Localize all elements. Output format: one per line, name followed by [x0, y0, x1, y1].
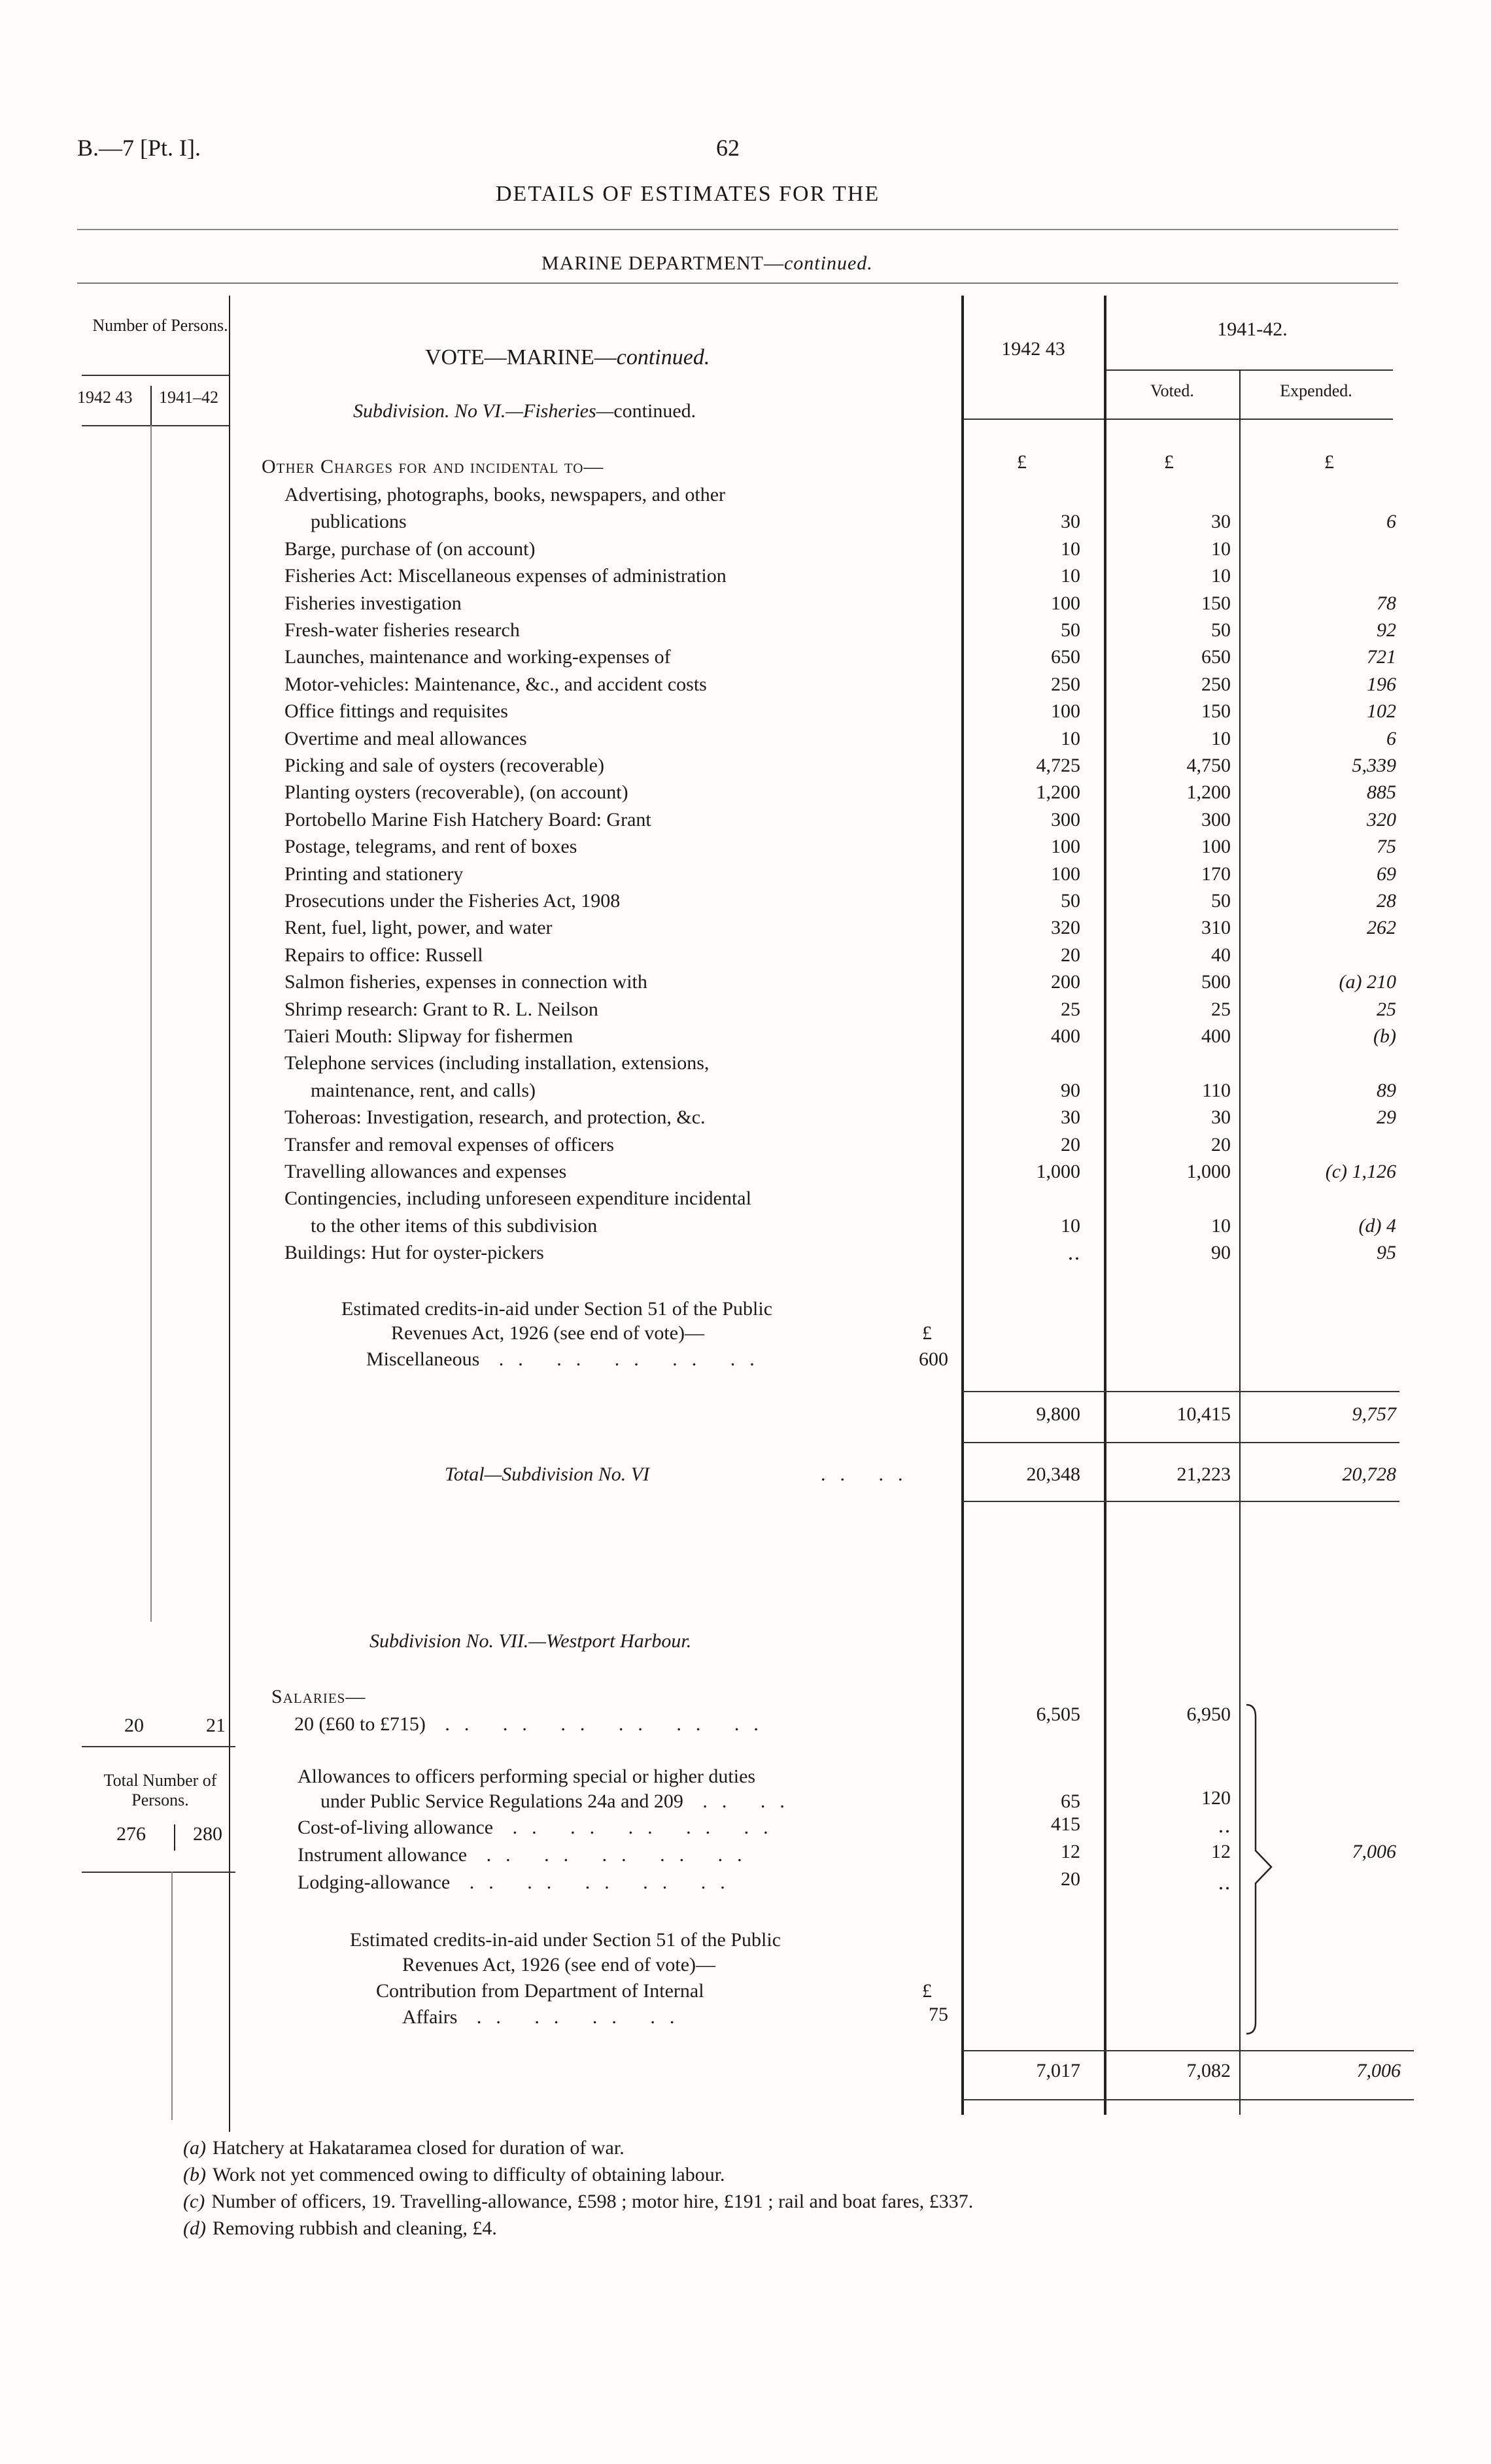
total-bottom-rule	[963, 1501, 1399, 1502]
other-charges-label: Other Charges for and incidental to—	[262, 456, 604, 477]
charge-voted-1941: 10	[1211, 1214, 1231, 1237]
persons-lower-divider	[171, 1872, 173, 2120]
subtotal-1942: 9,800	[1036, 1403, 1080, 1425]
salaries-line-label: 20 (£60 to £715)	[294, 1713, 426, 1735]
charge-voted-1941: 150	[1201, 592, 1231, 614]
footnote-text: Number of officers, 19. Travelling-allowance, £598 ; motor hire, £191 ; rail and boat fares, £337.	[211, 2191, 974, 2212]
charge-estimate-1942: 10	[1061, 1214, 1080, 1237]
persons-year-1942: 1942 43	[77, 388, 133, 407]
charge-expended-1941: 69	[1377, 863, 1396, 885]
charge-expended-1941: 885	[1367, 781, 1396, 804]
charge-voted-1941: 650	[1201, 646, 1231, 668]
instrument-1942: 12	[1061, 1841, 1080, 1862]
allowances-line2: under Public Service Regulations 24a and 209 .. ..	[320, 1790, 799, 1812]
charge-estimate-1942: 100	[1051, 836, 1080, 858]
footnote-mark: (b)	[183, 2164, 206, 2185]
charge-estimate-1942: 50	[1061, 619, 1080, 641]
vote-title-text: VOTE—MARINE—	[425, 345, 617, 369]
charge-label: Portobello Marine Fish Hatchery Board: Grant	[284, 808, 651, 830]
subtotal-top-rule	[963, 1391, 1399, 1392]
charge-estimate-1942: 90	[1061, 1079, 1080, 1101]
charge-estimate-1942: 1,200	[1036, 781, 1080, 804]
salaries-persons-1942: 20	[124, 1715, 144, 1736]
instrument-voted: 12	[1211, 1841, 1231, 1862]
vii-subtotal-1942: 7,017	[1036, 2060, 1080, 2081]
page-number: 62	[716, 135, 740, 161]
charge-expended-1941: 721	[1367, 646, 1396, 668]
subtotal-expended: 9,757	[1352, 1403, 1396, 1425]
charge-expended-1941: 102	[1367, 700, 1396, 723]
column-1942-43: 1942 43	[1001, 338, 1065, 360]
brace-path	[1246, 1705, 1271, 2034]
charge-voted-1941: 10	[1211, 565, 1231, 587]
credits-currency: £	[922, 1322, 932, 1344]
vote-title	[425, 345, 710, 370]
vii-subtotal-expended: 7,006	[1356, 2060, 1401, 2081]
charge-label: Salmon fisheries, expenses in connection with	[284, 971, 647, 993]
charge-voted-1941: 25	[1211, 998, 1231, 1020]
currency-expended: £	[1324, 451, 1334, 473]
charge-expended-1941: 196	[1367, 673, 1396, 695]
charge-label: Buildings: Hut for oyster-pickers	[284, 1242, 544, 1264]
salaries-voted: 6,950	[1186, 1703, 1231, 1725]
vii-subtotal-bottom-rule	[963, 2099, 1414, 2100]
charge-estimate-1942: 300	[1051, 808, 1080, 830]
vii-credits-item2-label: Affairs	[402, 2006, 458, 2028]
charge-label: Motor-vehicles: Maintenance, &c., and accident costs	[284, 673, 707, 695]
charge-voted-1941: 50	[1211, 619, 1231, 641]
charge-label: Repairs to office: Russell	[284, 944, 483, 966]
department-name: MARINE DEPARTMENT—	[541, 252, 784, 274]
charge-label: Prosecutions under the Fisheries Act, 1908	[284, 890, 621, 912]
charge-label-continued: maintenance, rent, and calls)	[311, 1079, 536, 1101]
charge-expended-1941: 75	[1377, 836, 1396, 858]
charge-voted-1941: 30	[1211, 1106, 1231, 1129]
charge-label: Taieri Mouth: Slipway for fishermen	[284, 1025, 574, 1047]
charge-voted-1941: 150	[1201, 700, 1231, 723]
footnote-mark: (c)	[183, 2191, 205, 2212]
salaries-line: 20 (£60 to £715) .. .. .. .. .. ..	[294, 1713, 773, 1735]
charge-expended-1941: 28	[1377, 890, 1396, 912]
charge-voted-1941: 500	[1201, 971, 1231, 993]
charge-voted-1941: 30	[1211, 511, 1231, 533]
footnote-text: Hatchery at Hakataramea closed for duration of war.	[212, 2137, 625, 2159]
charge-estimate-1942: 400	[1051, 1025, 1080, 1047]
footnote	[183, 2164, 725, 2186]
charge-voted-1941: 4,750	[1186, 755, 1231, 776]
charge-estimate-1942: 10	[1061, 727, 1080, 749]
department-heading	[541, 252, 873, 275]
vii-credits-amount: 75	[929, 2004, 948, 2025]
charge-label: Shrimp research: Grant to R. L. Neilson	[284, 998, 598, 1020]
charge-estimate-1942: 25	[1061, 998, 1080, 1020]
subdivision-vi-continued: continued.	[613, 400, 696, 422]
column-1941-rule	[1105, 369, 1393, 371]
title-rule	[77, 229, 1398, 230]
salaries-label: Salaries—	[271, 1686, 366, 1707]
charge-label: Planting oysters (recoverable), (on account)	[284, 781, 628, 804]
allowances-line2-label: under Public Service Regulations 24a and 209	[320, 1790, 683, 1812]
footnote-text: Work not yet commenced owing to difficulty of obtaining labour.	[212, 2164, 725, 2185]
lodging-label: Lodging-allowance	[298, 1872, 451, 1893]
charge-voted-1941: 10	[1211, 727, 1231, 749]
cost-of-living-line: Cost-of-living allowance .. .. .. .. ..	[298, 1817, 783, 1838]
charge-estimate-1942: 30	[1061, 511, 1080, 533]
persons-total-bottom-rule	[82, 1872, 235, 1873]
allowances-line1: Allowances to officers performing special or higher duties	[298, 1766, 756, 1787]
total-vi-expended: 20,728	[1342, 1463, 1396, 1485]
credits-miscellaneous-amount: 600	[919, 1348, 948, 1370]
charge-voted-1941: 40	[1211, 944, 1231, 966]
charge-label: Rent, fuel, light, power, and water	[284, 917, 553, 939]
allowances-voted: 120	[1201, 1787, 1231, 1809]
charge-label: Picking and sale of oysters (recoverable)	[284, 755, 604, 776]
charge-expended-1941: 89	[1377, 1079, 1396, 1101]
footnote-text: Removing rubbish and cleaning, £4.	[212, 2217, 497, 2239]
charge-estimate-1942: 4,725	[1036, 755, 1080, 776]
charge-label: Barge, purchase of (on account)	[284, 538, 536, 560]
charge-expended-1941: 320	[1367, 808, 1396, 830]
charge-label: Fresh-water fisheries research	[284, 619, 520, 641]
total-persons-divider	[174, 1824, 175, 1851]
charge-label-continued: publications	[311, 511, 407, 533]
charge-label: Fisheries investigation	[284, 592, 462, 614]
persons-year-rule	[82, 425, 229, 426]
charge-voted-1941: 170	[1201, 863, 1231, 885]
charge-label: Fisheries Act: Miscellaneous expenses of administration	[284, 565, 727, 587]
vii-credits-item2: Affairs .. .. .. ..	[402, 2006, 689, 2028]
persons-total-top-rule	[82, 1746, 235, 1747]
charge-estimate-1942: 250	[1051, 673, 1080, 695]
charge-voted-1941: 1,200	[1186, 781, 1231, 804]
vii-subtotal-voted: 7,082	[1186, 2060, 1231, 2081]
charge-label: Toheroas: Investigation, research, and protection, &c.	[284, 1106, 706, 1129]
charge-voted-1941: 110	[1202, 1079, 1231, 1101]
total-vi-1942: 20,348	[1026, 1463, 1080, 1485]
credits-item-miscellaneous: Miscellaneous .. .. .. .. ..	[366, 1348, 769, 1370]
salaries-group-expended: 7,006	[1352, 1841, 1396, 1862]
persons-right-rule	[229, 296, 230, 2132]
vii-credits-line1: Estimated credits-in-aid under Section 51 of the Public	[350, 1929, 781, 1951]
charge-estimate-1942: 30	[1061, 1106, 1080, 1129]
salaries-1942: 6,505	[1036, 1703, 1080, 1725]
charge-label: Office fittings and requisites	[284, 700, 508, 723]
charge-voted-1941: 90	[1211, 1242, 1231, 1264]
charge-expended-1941: (b)	[1373, 1025, 1396, 1047]
charge-label: Advertising, photographs, books, newspapers, and other	[284, 484, 726, 505]
total-leader-dots: .. ..	[821, 1463, 917, 1485]
charge-label: Transfer and removal expenses of officers	[284, 1133, 615, 1155]
cost-of-living-voted: ‥	[1217, 1815, 1231, 1837]
footnote	[183, 2217, 497, 2240]
subdivision-vi-title: Subdivision. No VI.—Fisheries—	[353, 400, 614, 422]
vote-title-continued: continued.	[616, 345, 710, 369]
charge-estimate-1942: 20	[1061, 1133, 1080, 1155]
lodging-voted: ‥	[1217, 1872, 1231, 1894]
charge-expended-1941: 25	[1377, 998, 1396, 1020]
charge-voted-1941: 250	[1201, 673, 1231, 695]
salaries-persons-1941: 21	[206, 1715, 226, 1736]
persons-year-divider	[150, 386, 152, 425]
charge-expended-1941: (c) 1,126	[1325, 1161, 1396, 1182]
subtotal-bottom-rule	[963, 1442, 1399, 1443]
charge-expended-1941: 92	[1377, 619, 1396, 641]
column-voted: Voted.	[1150, 381, 1194, 400]
charge-estimate-1942: 10	[1061, 538, 1080, 560]
total-number-of-persons-label: Total Number of Persons.	[103, 1771, 217, 1809]
charge-label-continued: to the other items of this subdivision	[311, 1214, 598, 1237]
charge-estimate-1942: 200	[1051, 971, 1080, 993]
department-continued: continued.	[783, 252, 873, 274]
charge-label: Launches, maintenance and working-expenses of	[284, 646, 671, 668]
total-subdivision-vi-label: Total—Subdivision No. VI	[445, 1463, 650, 1485]
column-header-rule	[963, 419, 1393, 420]
instrument-label: Instrument allowance	[298, 1844, 468, 1866]
vii-credits-item1: Contribution from Department of Internal	[376, 1980, 704, 2002]
charge-expended-1941: 6	[1386, 727, 1396, 749]
footnote-mark: (a)	[183, 2137, 206, 2159]
footnote-mark: (d)	[183, 2217, 206, 2239]
charge-estimate-1942: 650	[1051, 646, 1080, 668]
charge-label: Overtime and meal allowances	[284, 727, 527, 749]
charge-estimate-1942: 100	[1051, 863, 1080, 885]
persons-year-1941: 1941–42	[159, 388, 218, 407]
charge-voted-1941: 300	[1201, 808, 1231, 830]
persons-divider	[150, 425, 152, 1622]
charge-estimate-1942: 100	[1051, 700, 1080, 723]
credits-item-label: Miscellaneous	[366, 1348, 480, 1370]
department-rule	[77, 282, 1398, 284]
charge-expended-1941: 6	[1386, 511, 1396, 533]
charge-label: Postage, telegrams, and rent of boxes	[284, 836, 577, 858]
total-persons-1941: 280	[193, 1823, 222, 1845]
charge-label: Printing and stationery	[284, 863, 464, 885]
instrument-line: Instrument allowance .. .. .. .. ..	[298, 1844, 757, 1866]
charge-label: Telephone services (including installation, extensions,	[284, 1052, 710, 1074]
lodging-line: Lodging-allowance .. .. .. .. ..	[298, 1872, 740, 1893]
grouping-brace	[1242, 1703, 1288, 2037]
charge-expended-1941: (a) 210	[1339, 971, 1396, 993]
column-1941-42: 1941-42.	[1217, 318, 1288, 340]
footnote	[183, 2137, 625, 2159]
currency-1942: £	[1017, 451, 1027, 473]
subdivision-vii-heading: Subdivision No. VII.—Westport Harbour.	[369, 1630, 692, 1652]
charge-expended-1941: 95	[1377, 1242, 1396, 1264]
total-vi-voted: 21,223	[1176, 1463, 1231, 1485]
persons-header-rule	[82, 375, 229, 376]
charge-estimate-1942: 20	[1061, 944, 1080, 966]
charge-expended-1941: (d) 4	[1358, 1214, 1396, 1237]
vii-subtotal-top-rule	[963, 2050, 1414, 2051]
charge-label: Travelling allowances and expenses	[284, 1161, 567, 1182]
page-title: DETAILS OF ESTIMATES FOR THE	[496, 182, 880, 206]
charge-voted-1941: 20	[1211, 1133, 1231, 1155]
charge-label: Contingencies, including unforeseen expenditure incidental	[284, 1188, 751, 1210]
charge-expended-1941: 29	[1377, 1106, 1396, 1129]
charge-voted-1941: 1,000	[1186, 1161, 1231, 1182]
document-reference: B.—7 [Pt. I].	[77, 135, 201, 161]
charge-expended-1941: 78	[1377, 592, 1396, 614]
credits-in-aid-line1: Estimated credits-in-aid under Section 51 of the Public	[341, 1298, 773, 1320]
number-of-persons-header: Number of Persons.	[92, 316, 228, 335]
subtotal-voted: 10,415	[1176, 1403, 1231, 1425]
column-expended: Expended.	[1280, 381, 1352, 400]
charge-voted-1941: 50	[1211, 890, 1231, 912]
currency-voted: £	[1164, 451, 1174, 473]
cost-of-living-1942: 415	[1051, 1813, 1080, 1835]
credits-in-aid-line2: Revenues Act, 1926 (see end of vote)—	[391, 1322, 705, 1344]
charge-voted-1941: 400	[1201, 1025, 1231, 1047]
charge-estimate-1942: 1,000	[1036, 1161, 1080, 1182]
allowances-1942: 65	[1061, 1790, 1080, 1812]
total-persons-1942: 276	[116, 1823, 146, 1845]
charge-voted-1941: 10	[1211, 538, 1231, 560]
lodging-1942: 20	[1061, 1868, 1080, 1890]
footnote	[183, 2191, 973, 2213]
charge-estimate-1942: 50	[1061, 890, 1080, 912]
charge-estimate-1942: 320	[1051, 917, 1080, 939]
charge-estimate-1942: 10	[1061, 565, 1080, 587]
charge-estimate-1942: ‥	[1067, 1242, 1080, 1265]
cost-of-living-label: Cost-of-living allowance	[298, 1817, 494, 1838]
charge-voted-1941: 100	[1201, 836, 1231, 858]
charge-voted-1941: 310	[1201, 917, 1231, 939]
charge-expended-1941: 5,339	[1352, 755, 1396, 776]
subdivision-vi-heading	[353, 400, 696, 422]
vii-credits-currency: £	[922, 1980, 932, 2002]
charge-expended-1941: 262	[1367, 917, 1396, 939]
vii-credits-line2: Revenues Act, 1926 (see end of vote)—	[402, 1954, 716, 1976]
charge-estimate-1942: 100	[1051, 592, 1080, 614]
